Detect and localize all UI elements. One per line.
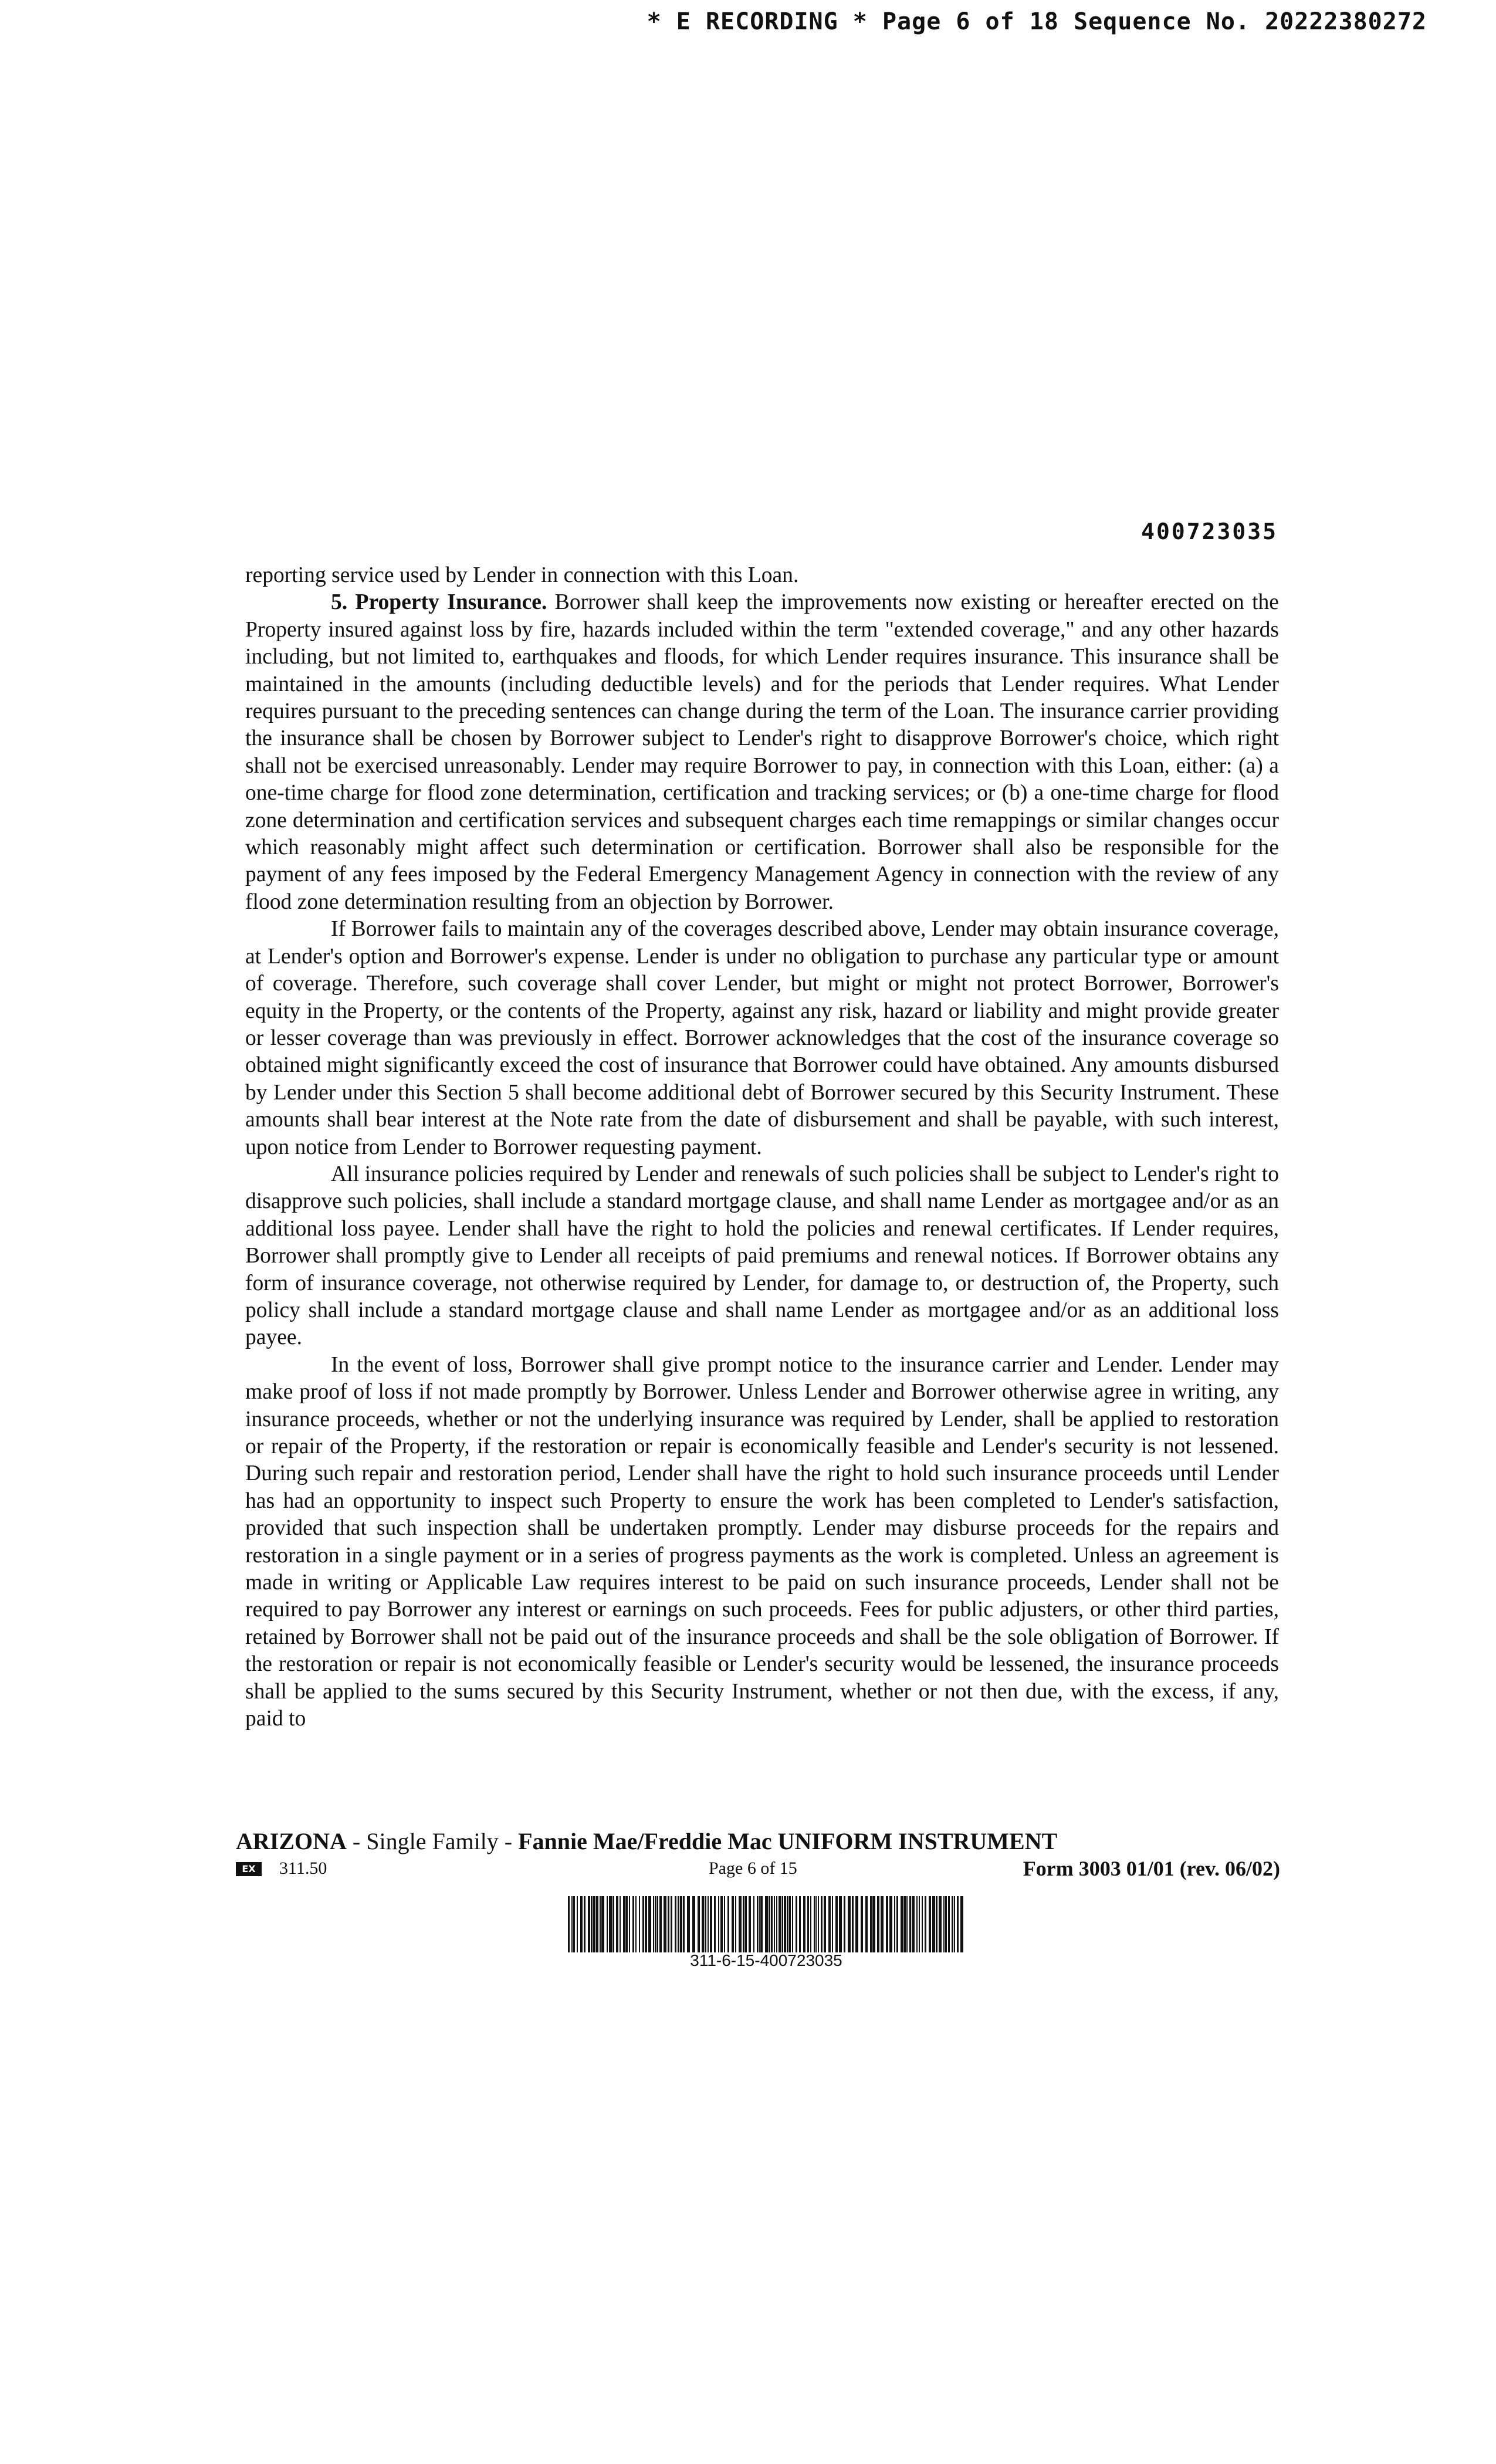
barcode-bar xyxy=(815,1896,817,1952)
barcode-bar xyxy=(799,1896,801,1952)
barcode-bar xyxy=(593,1896,595,1952)
barcode-bar xyxy=(687,1896,690,1952)
paragraph-insurance-policies: All insurance policies required by Lender and renewals of such policies shall be subject to Lender's right to disapprove such policies, shall include a standard mortgage clause, and shall name Lender as mortgagee and/or as an additional loss payee. Lender shall have the right to hold the policies and renewal certificates. If Lender requires, Borrower shall promptly give to Lender all receipts of paid premiums and renewal notices. If Borrower obtains any form of insurance coverage, not otherwise required by Lender, for damage to, or destruction of, the Property, such policy shall include a standard mortgage clause and shall name Lender as mortgagee and/or as an additional loss payee. xyxy=(245,1162,1279,1350)
footer-details xyxy=(236,1859,1292,1886)
footer-state: ARIZONA xyxy=(236,1828,347,1854)
footer-page-number: Page 6 of 15 xyxy=(709,1859,797,1878)
barcode-bar xyxy=(632,1896,634,1952)
barcode-bar xyxy=(952,1896,953,1952)
barcode-bar xyxy=(625,1896,628,1952)
barcode-bar xyxy=(796,1896,797,1952)
barcode-bar xyxy=(683,1896,685,1952)
barcode-bar xyxy=(916,1896,918,1952)
barcode-bar xyxy=(872,1896,875,1952)
barcode-bar xyxy=(886,1896,888,1952)
barcode-bar xyxy=(655,1896,656,1952)
footer-form-number: Form 3003 01/01 (rev. 06/02) xyxy=(1023,1857,1280,1880)
barcode-bar xyxy=(600,1896,601,1952)
barcode-bar xyxy=(861,1896,863,1952)
barcode-bar xyxy=(909,1896,911,1952)
barcode-bar xyxy=(810,1896,811,1952)
barcode-bar xyxy=(787,1896,788,1952)
footer-instrument: Fannie Mae/Freddie Mac UNIFORM INSTRUMENT xyxy=(518,1828,1058,1854)
barcode-bar xyxy=(779,1896,781,1952)
barcode-bar xyxy=(692,1896,695,1952)
barcode-bar xyxy=(771,1896,773,1952)
paragraph-lender-coverage: If Borrower fails to maintain any of the coverages described above, Lender may obtain insurance coverage, at Lender's option and Borrower's expense. Lender is under no obligation to purchase any particular type or amount of coverage. Therefore, such coverage shall cover Lender, but might or might not protect Borrower, Borrower's equity in the Property, or the contents of the Property, against any risk, hazard or liability and might provide greater or lesser coverage than was previously in effect. Borrower acknowledges that the cost of the insurance coverage so obtained might significantly exceed the cost of insurance that Borrower could have obtained. Any amounts disbursed by Lender under this Section 5 shall become additional debt of Borrower secured by this Security Instrument. These amounts shall bear interest at the Note rate from the date of disbursement and shall be payable, with such interest, upon notice from Lender to Borrower requesting payment. xyxy=(245,917,1279,1159)
barcode-bar xyxy=(708,1896,709,1952)
barcode-bar xyxy=(629,1896,630,1952)
barcode-bar xyxy=(718,1896,719,1952)
barcode-bar xyxy=(839,1896,842,1952)
barcode-bar xyxy=(571,1896,573,1952)
barcode-bar xyxy=(588,1896,590,1952)
barcode-bar xyxy=(954,1896,955,1952)
barcode-bar xyxy=(870,1896,872,1952)
barcode-bar xyxy=(596,1896,598,1952)
barcode-icon xyxy=(568,1896,964,1952)
barcode-bar xyxy=(645,1896,647,1952)
paragraph-property-insurance xyxy=(245,589,1279,916)
barcode-bar xyxy=(759,1896,760,1952)
barcode-bar xyxy=(702,1896,704,1952)
barcode-bar xyxy=(929,1896,931,1952)
barcode-bar xyxy=(877,1896,879,1952)
barcode-bar xyxy=(906,1896,908,1952)
barcode-bar xyxy=(945,1896,947,1952)
barcode-bar xyxy=(678,1896,679,1952)
barcode-bar xyxy=(814,1896,815,1952)
barcode-bar xyxy=(698,1896,700,1952)
barcode-bar xyxy=(769,1896,770,1952)
barcode-bar xyxy=(616,1896,618,1952)
barcode-bar xyxy=(855,1896,858,1952)
barcode-bar xyxy=(948,1896,950,1952)
barcode-bar xyxy=(943,1896,945,1952)
barcode-bar xyxy=(648,1896,651,1952)
barcode-bar xyxy=(680,1896,682,1952)
barcode-bar xyxy=(724,1896,725,1952)
barcode-bar xyxy=(753,1896,754,1952)
barcode-bar xyxy=(749,1896,751,1952)
barcode-bar xyxy=(635,1896,637,1952)
barcode-bar xyxy=(580,1896,583,1952)
barcode-bar xyxy=(939,1896,942,1952)
barcode-bar xyxy=(620,1896,621,1952)
barcode-bar xyxy=(735,1896,736,1952)
barcode-bar xyxy=(844,1896,845,1952)
barcode-bar xyxy=(732,1896,734,1952)
barcode-bar xyxy=(818,1896,819,1952)
barcode-bar xyxy=(760,1896,763,1952)
barcode-bar xyxy=(848,1896,851,1952)
footer-title xyxy=(236,1827,1057,1855)
barcode-bar xyxy=(765,1896,768,1952)
barcode-bar xyxy=(659,1896,662,1952)
barcode-bar xyxy=(832,1896,833,1952)
barcode-bar xyxy=(784,1896,786,1952)
barcode-bar xyxy=(896,1896,898,1952)
barcode-bar xyxy=(782,1896,783,1952)
barcode-bar xyxy=(601,1896,604,1952)
barcode-bar xyxy=(573,1896,575,1952)
barcode-bar xyxy=(710,1896,712,1952)
barcode-bar xyxy=(824,1896,826,1952)
paragraph-text: Borrower shall keep the improvements now existing or hereafter erected on the Property insured against loss by fire, hazards included within the term "extended coverage," and any other hazards including, but not limited to, earthquakes and floods, for which Lender requires insurance. This insurance shall be maintained in the amounts (including deductible levels) and for the periods that Lender requires. What Lender requires pursuant to the preceding sentences can change during the term of the Loan. The insurance carrier providing the insurance shall be chosen by Borrower subject to Lender's right to disapprove Borrower's choice, which right shall not be exercised unreasonably. Lender may require Borrower to pay, in connection with this Loan, either: (a) a one-time charge for flood zone determination, certification and tracking services; or (b) a one-time charge for flood zone determination and certification services and subsequent charges each time remappings or similar changes occur which reasonably might affect such determination or certification. Borrower shall also be responsible for the payment of any fees imposed by the Federal Emergency Management Agency in connection with the review of any flood zone determination resulting from an objection by Borrower. xyxy=(245,590,1279,914)
barcode-bar xyxy=(584,1896,585,1952)
barcode-bar xyxy=(720,1896,723,1952)
barcode-bar xyxy=(675,1896,676,1952)
barcode-bar xyxy=(577,1896,578,1952)
barcode-bar xyxy=(671,1896,672,1952)
barcode-text: 311-6-15-400723035 xyxy=(690,1951,842,1969)
ex-logo-icon: EX xyxy=(236,1862,262,1876)
barcode-bar xyxy=(744,1896,747,1952)
barcode-bar xyxy=(774,1896,775,1952)
barcode-bar xyxy=(623,1896,625,1952)
barcode-bar xyxy=(739,1896,742,1952)
barcode-bar xyxy=(960,1896,963,1952)
barcode-bar xyxy=(776,1896,777,1952)
barcode-bar xyxy=(889,1896,892,1952)
barcode-bar xyxy=(903,1896,906,1952)
footer-separator: - Single Family - xyxy=(346,1828,519,1854)
barcode-bar xyxy=(932,1896,935,1952)
barcode-bar xyxy=(894,1896,895,1952)
barcode-bar xyxy=(653,1896,654,1952)
barcode-bar xyxy=(727,1896,729,1952)
barcode-bar xyxy=(925,1896,926,1952)
barcode-bar xyxy=(668,1896,669,1952)
barcode-bar xyxy=(757,1896,758,1952)
barcode-bar xyxy=(705,1896,706,1952)
barcode-bar xyxy=(936,1896,937,1952)
barcode-bar xyxy=(901,1896,903,1952)
barcode-bar xyxy=(639,1896,640,1952)
barcode-bar xyxy=(807,1896,809,1952)
barcode-bar xyxy=(789,1896,791,1952)
barcode-bar xyxy=(792,1896,793,1952)
paragraph-continuation: reporting service used by Lender in connection with this Loan. xyxy=(245,563,799,587)
barcode-bar xyxy=(881,1896,884,1952)
barcode-bar xyxy=(852,1896,854,1952)
barcode-bar xyxy=(607,1896,608,1952)
barcode-bar xyxy=(957,1896,959,1952)
barcode-bar xyxy=(919,1896,920,1952)
paragraph-event-of-loss: In the event of loss, Borrower shall give prompt notice to the insurance carrier and Lender. Lender may make proof of loss if not made promptly by Borrower. Unless Lender and Borrower otherwise agree in writing, any insurance proceeds, whether or not the underlying insurance was required by Lender, shall be applied to restoration or repair of the Property, if the restoration or repair is economically feasible and Lender's security is not lessened. During such repair and restoration period, Lender shall have the right to hold such insurance proceeds until Lender has had an opportunity to inspect such Property to ensure the work has been completed to Lender's satisfaction, provided that such inspection shall be undertaken promptly. Lender may disburse proceeds for the repairs and restoration in a single payment or in a series of progress payments as the work is completed. Unless an agreement is made in writing or Applicable Law requires interest to be paid on such insurance proceeds, Lender shall not be required to pay Borrower any interest or earnings on such proceeds. Fees for public adjusters, or other third parties, retained by Borrower shall not be paid out of the insurance proceeds and shall be the sole obligation of Borrower. If the restoration or repair is not economically feasible or Lender's security would be lessened, the insurance proceeds shall be applied to the sums secured by this Security Instrument, whether or not then due, with the excess, if any, paid to xyxy=(245,1352,1279,1731)
barcode-bar xyxy=(828,1896,831,1952)
barcode-bar xyxy=(609,1896,612,1952)
barcode-bar xyxy=(803,1896,805,1952)
barcode-bar xyxy=(591,1896,593,1952)
barcode-bar xyxy=(568,1896,570,1952)
barcode-bar xyxy=(612,1896,614,1952)
barcode-bar xyxy=(664,1896,666,1952)
barcode-bar xyxy=(714,1896,716,1952)
recording-stamp: * E RECORDING * Page 6 of 18 Sequence No. 20222380272 xyxy=(647,8,1427,35)
barcode-bar xyxy=(657,1896,658,1952)
barcode-bar xyxy=(821,1896,823,1952)
barcode-bar xyxy=(922,1896,923,1952)
barcode-bar xyxy=(835,1896,838,1952)
document-body xyxy=(245,562,1279,1732)
barcode-bar xyxy=(743,1896,744,1952)
barcode-bar xyxy=(642,1896,644,1952)
footer-form-code: 311.50 xyxy=(279,1859,327,1878)
barcode-bar xyxy=(865,1896,868,1952)
loan-number: 400723035 xyxy=(1141,519,1278,544)
section-heading: 5. Property Insurance. xyxy=(331,590,547,615)
barcode-bar xyxy=(912,1896,915,1952)
